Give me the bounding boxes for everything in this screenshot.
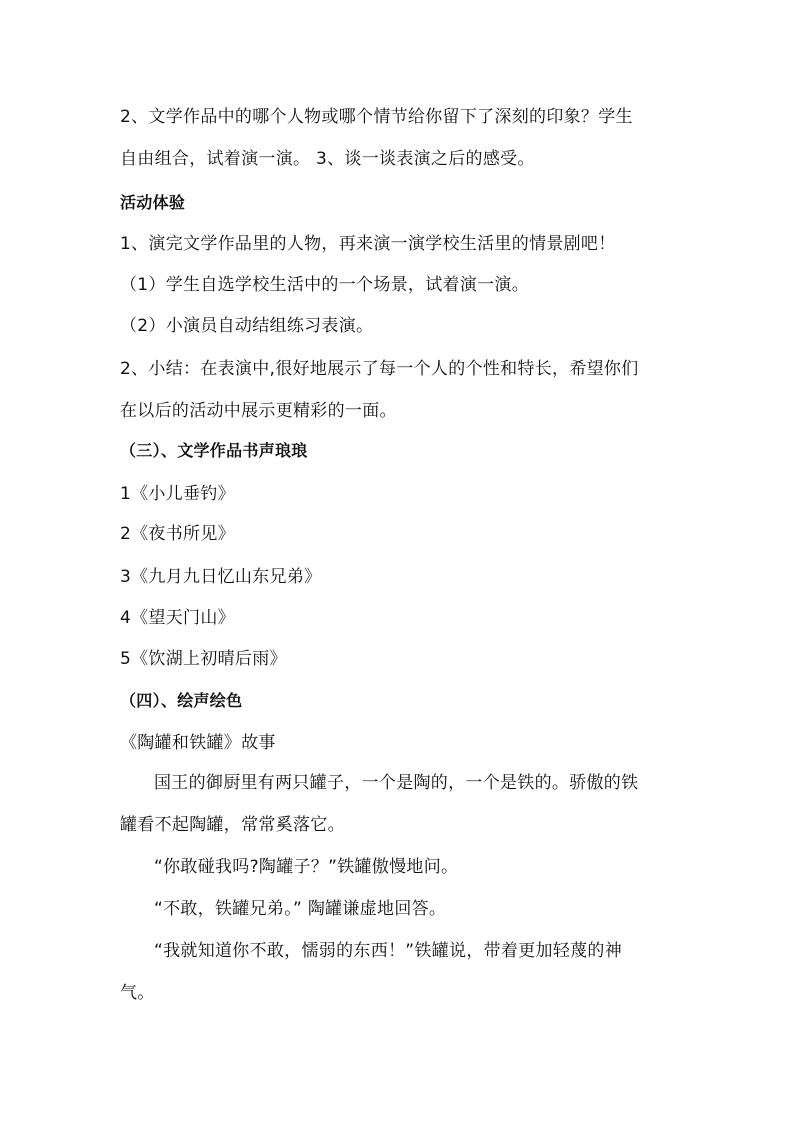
poem-list-item: 2《夜书所见》 bbox=[120, 524, 235, 544]
paragraph-line: 在以后的活动中展示更精彩的一面。 bbox=[120, 401, 397, 421]
story-paragraph-line: 罐看不起陶罐，常常奚落它。 bbox=[120, 815, 345, 835]
section-heading: （三）、文学作品书声琅琅 bbox=[120, 441, 308, 460]
list-item: （2）小演员自动结组练习表演。 bbox=[120, 316, 374, 336]
poem-list-item: 1《小儿垂钓》 bbox=[120, 484, 235, 504]
poem-list-item: 4《望天门山》 bbox=[120, 608, 235, 628]
story-title: 《陶罐和铁罐》故事 bbox=[120, 733, 276, 753]
story-dialogue-line: “不敢，铁罐兄弟。” 陶罐谦虚地回答。 bbox=[154, 899, 447, 919]
paragraph-line: 2、小结：在表演中,很好地展示了每一个人的个性和特长，希望你们 bbox=[120, 359, 639, 379]
poem-list-item: 5《饮湖上初晴后雨》 bbox=[120, 649, 287, 669]
section-heading: 活动体验 bbox=[120, 193, 186, 212]
poem-list-item: 3《九月九日忆山东兄弟》 bbox=[120, 567, 322, 587]
list-item: （1）学生自选学校生活中的一个场景，试着演一演。 bbox=[120, 275, 530, 295]
paragraph-line: 2、文学作品中的哪个人物或哪个情节给你留下了深刻的印象？学生 bbox=[120, 107, 633, 127]
story-paragraph-line: 国王的御厨里有两只罐子，一个是陶的，一个是铁的。骄傲的铁 bbox=[154, 773, 639, 793]
section-heading: （四）、绘声绘色 bbox=[120, 691, 243, 710]
story-dialogue-line: “你敢碰我吗?陶罐子？”铁罐傲慢地问。 bbox=[154, 857, 459, 877]
story-dialogue-line: “我就知道你不敢，懦弱的东西！”铁罐说，带着更加轻蔑的神 bbox=[154, 941, 623, 961]
story-dialogue-line: 气。 bbox=[120, 983, 155, 1003]
paragraph-line: 1、演完文学作品里的人物，再来演一演学校生活里的情景剧吧！ bbox=[120, 234, 616, 254]
paragraph-line: 自由组合，试着演一演。 3、谈一谈表演之后的感受。 bbox=[120, 149, 535, 169]
